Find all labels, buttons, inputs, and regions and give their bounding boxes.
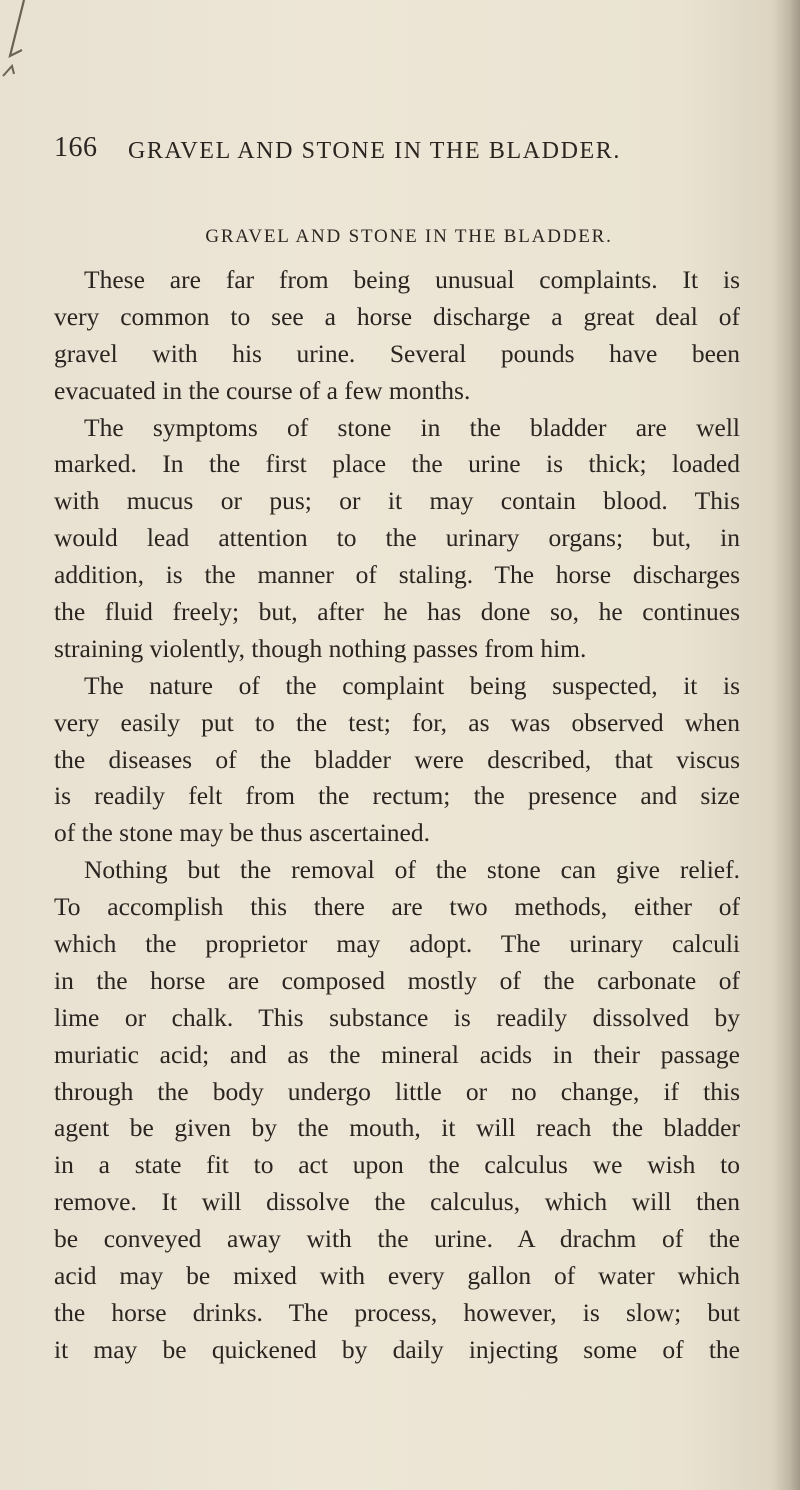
text-line: The nature of the complaint being suspected, it is — [84, 670, 740, 700]
text-line: with mucus or pus; or it may contain blood. This — [54, 486, 740, 516]
text-line: These are far from being unusual complaints. It is — [84, 265, 740, 294]
text-line: To accomplish this there are two methods, either of — [54, 892, 740, 922]
text-line: it may be quickened by daily injecting some of the — [54, 1334, 740, 1364]
text-line: be conveyed away with the urine. A drachm of the — [54, 1224, 740, 1254]
text-line: Nothing but the removal of the stone can give relief. — [84, 855, 740, 885]
text-line: in a state fit to act upon the calculus we wish to — [54, 1150, 740, 1180]
text-line: marked. In the first place the urine is thick; loaded — [54, 449, 740, 479]
text-line: The symptoms of stone in the bladder are well — [84, 412, 740, 442]
text-line: which the proprietor may adopt. The urinary calculi — [54, 929, 740, 959]
page-edge-shadow — [772, 0, 800, 1490]
running-header — [54, 128, 754, 168]
text-line: very easily put to the test; for, as was observed when — [54, 707, 740, 737]
running-title: GRAVEL AND STONE IN THE BLADDER. — [128, 138, 621, 164]
text-line: gravel with his urine. Several pounds have been — [54, 338, 740, 368]
text-line: of the stone may be thus ascertained. — [54, 818, 431, 848]
text-line: the diseases of the bladder were described, that viscus — [54, 744, 740, 774]
text-line: is readily felt from the rectum; the presence and size — [54, 781, 740, 811]
text-line: very common to see a horse discharge a great deal of — [54, 301, 740, 331]
text-line: through the body undergo little or no change, if this — [54, 1076, 740, 1106]
section-heading: GRAVEL AND STONE IN THE BLADDER. — [205, 226, 613, 247]
text-line: straining violently, though nothing passes from him. — [54, 633, 587, 663]
text-line: would lead attention to the urinary organs; but, in — [54, 523, 740, 553]
text-line: agent be given by the mouth, it will reach the bladder — [54, 1113, 740, 1143]
text-line: acid may be mixed with every gallon of water which — [54, 1261, 740, 1291]
text-line: evacuated in the course of a few months. — [54, 375, 471, 405]
text-line: the horse drinks. The process, however, is slow; but — [54, 1297, 740, 1327]
pencil-mark — [0, 0, 60, 80]
text-line: lime or chalk. This substance is readily dissolved by — [54, 1002, 740, 1032]
body-text — [54, 262, 740, 1369]
text-line: the fluid freely; but, after he has done so, he continues — [54, 597, 740, 627]
page-number: 166 — [54, 132, 98, 163]
text-line: addition, is the manner of staling. The horse discharges — [54, 560, 740, 590]
text-line: muriatic acid; and as the mineral acids in their passage — [54, 1039, 740, 1069]
text-line: remove. It will dissolve the calculus, which will then — [54, 1187, 740, 1217]
text-line: in the horse are composed mostly of the carbonate of — [54, 965, 740, 995]
